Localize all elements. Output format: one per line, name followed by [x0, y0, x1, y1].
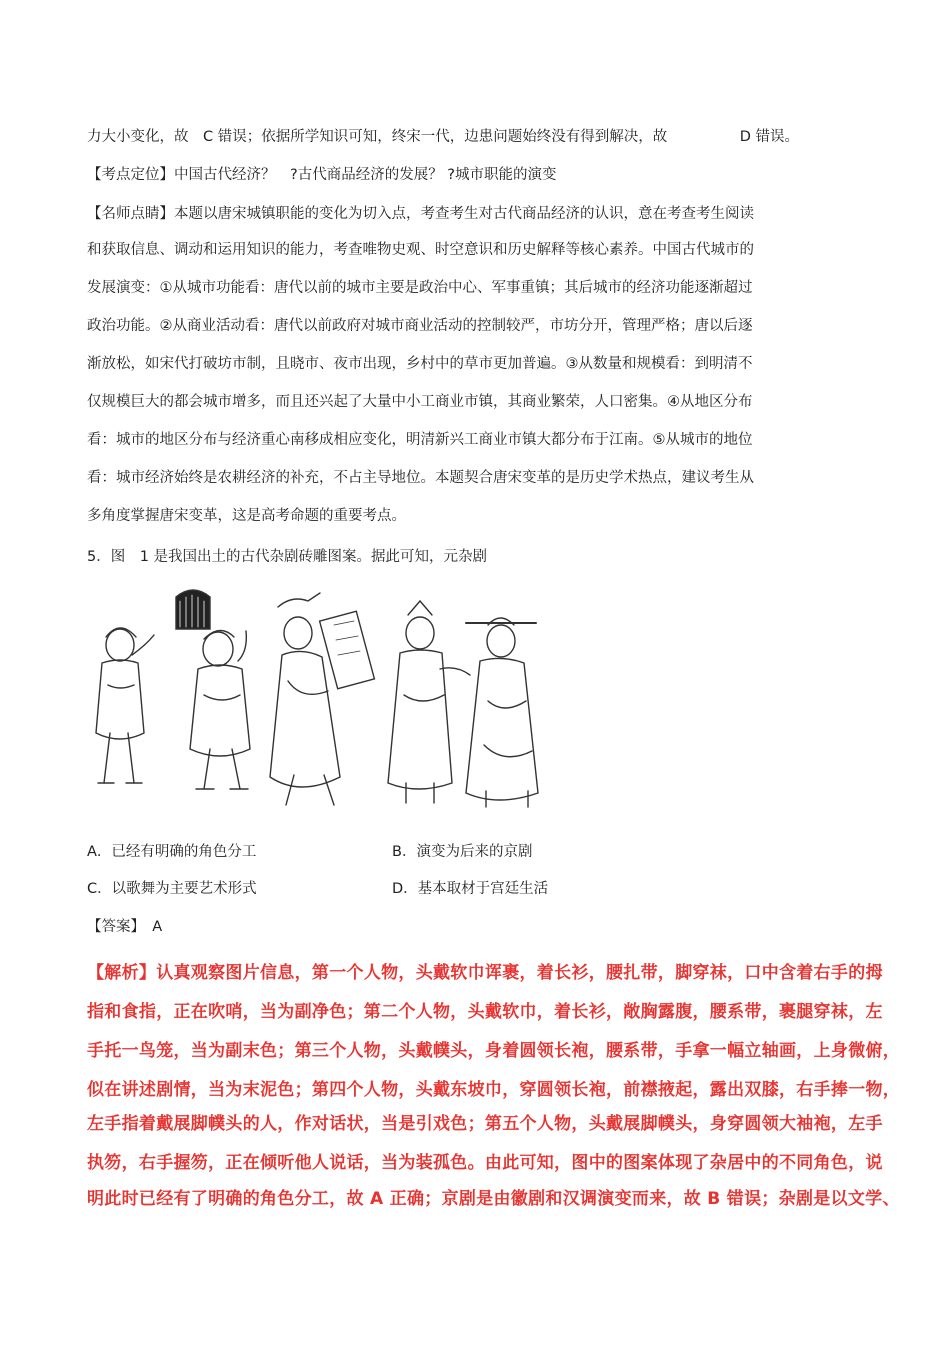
option-d: D．基本取材于宫廷生活	[392, 881, 549, 897]
jiexi-line: 明此时已经有了明确的角色分工，故 A 正确；京剧是由徽剧和汉调演变而来，故 B 错误；杂剧是以文学、	[87, 1189, 900, 1209]
mingshi-line: 【名师点睛】本题以唐宋城镇职能的变化为切入点，考查考生对古代商品经济的认识，意在考查考生阅读	[87, 206, 754, 222]
mingshi-line: 政治功能。②从商业活动看：唐代以前政府对城市商业活动的控制较严，市坊分开，管理严格；唐以后逐	[87, 318, 753, 334]
mingshi-line: 和获取信息、调动和运用知识的能力，考查唯物史观、时空意识和历史解释等核心素养。中国古代城市的	[87, 242, 754, 258]
mingshi-line: 渐放松，如宋代打破坊市制，且晓市、夜市出现，乡村中的草市更加普遍。③从数量和规模看：到明清不	[87, 356, 753, 372]
question-text: 5．图 1 是我国出土的古代杂剧砖雕图案。据此可知，元杂剧	[87, 549, 488, 565]
mingshi-line: 多角度掌握唐宋变革，这是高考命题的重要考点。	[87, 508, 406, 524]
mingshi-line: 发展演变：①从城市功能看：唐代以前的城市主要是政治中心、军事重镇；其后城市的经济功能逐渐超过	[87, 280, 753, 296]
option-c: C．以歌舞为主要艺术形式	[87, 881, 257, 897]
mingshi-line: 看：城市经济始终是农耕经济的补充，不占主导地位。本题契合唐宋变革的是历史学术热点，建议考生从	[87, 470, 754, 486]
option-b: B．演变为后来的京剧	[392, 844, 533, 860]
jiexi-line: 手托一鸟笼，当为副末色；第三个人物，头戴幞头，身着圆领长袍，腰系带，手拿一幅立轴画，上身微俯，	[87, 1041, 901, 1061]
jiexi-line: 指和食指，正在吹哨，当为副净色；第二个人物，头戴软巾，着长衫，敞胸露腹，腰系带，裹腿穿袜，左	[87, 1002, 883, 1022]
zaju-brick-carving-image	[88, 585, 563, 815]
continuation-text: 力大小变化，故 C 错误；依据所学知识可知，终宋一代，边患问题始终没有得到解决，故 D 错误。	[87, 129, 800, 145]
jiexi-line: 似在讲述剧情，当为末泥色；第四个人物，头戴东坡巾，穿圆领长袍，前襟掖起，露出双膝，右手捧一物，	[87, 1080, 901, 1100]
mingshi-line: 看：城市的地区分布与经济重心南移成相应变化，明清新兴工商业市镇大都分布于江南。⑤从城市的地位	[87, 432, 753, 448]
answer-text: 【答案】 A	[87, 919, 163, 935]
jiexi-line: 执笏，右手握笏，正在倾听他人说话，当为装孤色。由此可知，图中的图案体现了杂居中的不同角色，说	[87, 1153, 883, 1173]
jiexi-line: 【解析】认真观察图片信息，第一个人物，头戴软巾诨裹，着长衫，腰扎带，脚穿袜，口中含着右手的拇	[87, 963, 883, 983]
mingshi-line: 仅规模巨大的都会城市增多，而且还兴起了大量中小工商业市镇，其商业繁荣，人口密集。④从地区分布	[87, 394, 753, 410]
jiexi-line: 左手指着戴展脚幞头的人，作对话状，当是引戏色；第五个人物，头戴展脚幞头，身穿圆领大袖袍，左手	[87, 1114, 883, 1134]
bird-cage	[176, 590, 210, 629]
option-a: A．已经有明确的角色分工	[87, 844, 257, 860]
kaodian-text: 【考点定位】中国古代经济？ ?古代商品经济的发展？ ?城市职能的演变	[87, 167, 557, 183]
